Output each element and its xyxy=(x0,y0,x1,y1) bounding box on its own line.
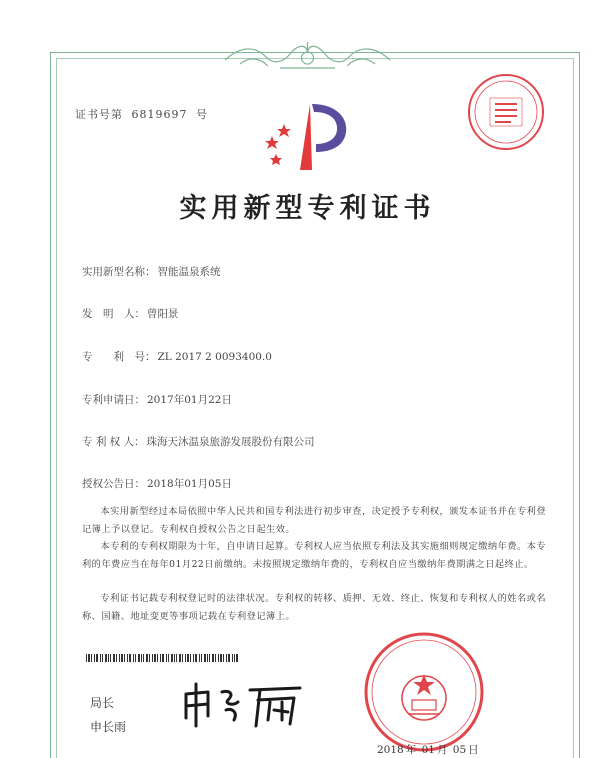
patent-office-logo-icon xyxy=(262,96,354,172)
issue-date-day-unit: 日 xyxy=(468,744,479,756)
field-label: 授权公告日： xyxy=(82,478,145,490)
signer-role: 局长 xyxy=(90,696,115,710)
field-label: 专利申请日： xyxy=(82,394,145,406)
field-row-name xyxy=(82,264,221,279)
signer-name: 申长雨 xyxy=(90,720,127,734)
body-paragraph: 本实用新型经过本局依照中华人民共和国专利法进行初步审查，决定授予专利权，颁发本证书并在专利登记簿上予以登记。专利权自授权公告之日起生效。 xyxy=(82,506,547,535)
field-label: 发 明 人： xyxy=(82,308,145,320)
field-label: 专 利 号： xyxy=(82,351,156,363)
field-value: 2018年01月05日 xyxy=(147,478,232,490)
field-value: 珠海天沐温泉旅游发展股份有限公司 xyxy=(146,436,315,448)
field-value: 智能温泉系统 xyxy=(157,266,221,278)
field-value: 曾阳景 xyxy=(147,308,179,320)
field-row-patent-number xyxy=(82,349,272,364)
barcode-icon xyxy=(86,654,238,662)
body-paragraph: 专利证书记载专利权登记时的法律状况。专利权的转移、质押、无效、终止、恢复和专利权人的姓名或名称、国籍、地址变更等事项记载在专利登记簿上。 xyxy=(82,593,547,622)
certificate-number-value: 6819697 xyxy=(131,108,188,121)
issue-date-year-unit: 年 xyxy=(405,744,417,756)
issue-date-month: 01 xyxy=(421,744,435,756)
issue-date-day: 05 xyxy=(452,744,467,756)
certificate-number xyxy=(75,106,212,122)
field-row-application-date xyxy=(82,392,232,407)
handwritten-signature-icon xyxy=(178,680,308,730)
field-row-patentee xyxy=(82,434,315,449)
field-value: ZL 2017 2 0093400.0 xyxy=(157,351,272,363)
body-paragraph: 本专利的专利权期限为十年，自申请日起算。专利权人应当依照专利法及其实施细则规定缴纳年费。本专利的年费应当在每年01月22日前缴纳。未按照规定缴纳年费的，专利权自应当缴纳年费期满之日起终止。 xyxy=(82,541,547,570)
national-seal-icon xyxy=(362,630,486,754)
field-row-grant-date xyxy=(82,476,232,491)
field-row-inventor xyxy=(82,306,179,321)
certificate-number-label: 证书号第 xyxy=(75,108,123,121)
page-title: 实用新型专利证书 xyxy=(179,193,436,224)
field-value: 2017年01月22日 xyxy=(147,394,232,406)
issue-date xyxy=(376,742,480,757)
top-seal-icon xyxy=(466,72,546,152)
field-label: 实用新型名称： xyxy=(82,266,156,278)
ornament-icon xyxy=(220,38,395,72)
issue-date-year: 2018 xyxy=(377,744,404,756)
issue-date-month-unit: 月 xyxy=(436,744,448,756)
field-label: 专 利 权 人： xyxy=(82,436,145,448)
certificate-number-suffix: 号 xyxy=(196,108,208,121)
